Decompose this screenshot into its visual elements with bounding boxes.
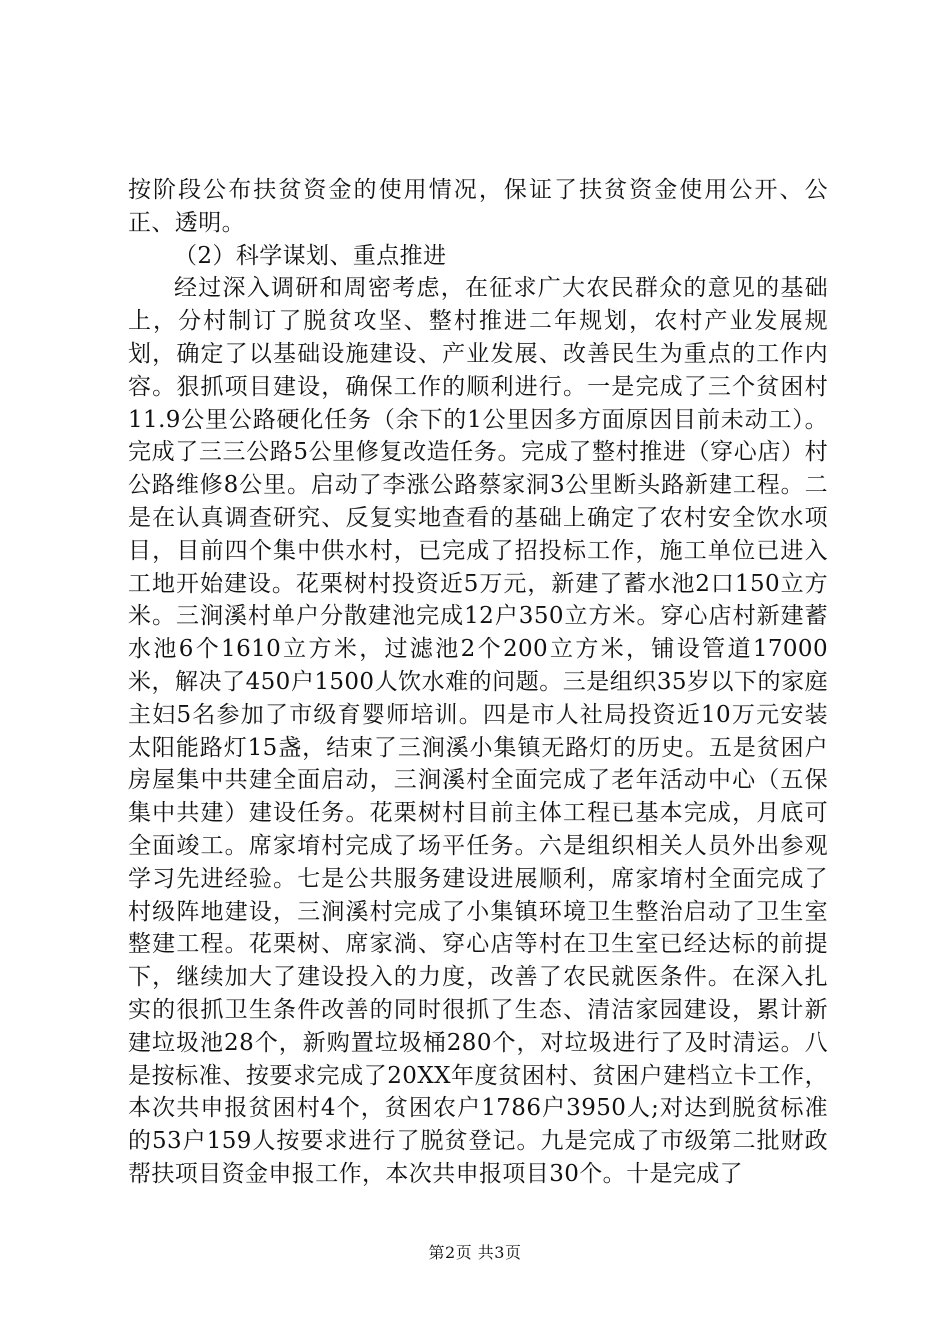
document-body	[128, 174, 828, 1191]
paragraph-main: 经过深入调研和周密考虑，在征求广大农民群众的意见的基础上，分村制订了脱贫攻坚、整村推进二年规划，农村产业发展规划，确定了以基础设施建设、产业发展、改善民生为重点的工作内容。狠抓项目建设，确保工作的顺利进行。一是完成了三个贫困村11.9公里公路硬化任务（余下的1公里因多方面原因目前未动工）。完成了三三公路5公里修复改造任务。完成了整村推进（穿心店）村公路维修8公里。启动了李涨公路蔡家洞3公里断头路新建工程。二是在认真调查研究、反复实地查看的基础上确定了农村安全饮水项目，目前四个集中供水村，已完成了招投标工作，施工单位已进入工地开始建设。花栗树村投资近5万元，新建了蓄水池2口150立方米。三涧溪村单户分散建池完成12户350立方米。穿心店村新建蓄水池6个1610立方米，过滤池2个200立方米，铺设管道17000米，解决了450户1500人饮水难的问题。三是组织35岁以下的家庭主妇5名参加了市级育婴师培训。四是市人社局投资近10万元安装太阳能路灯15盏，结束了三涧溪小集镇无路灯的历史。五是贫困户房屋集中共建全面启动，三涧溪村全面完成了老年活动中心（五保集中共建）建设任务。花栗树村目前主体工程已基本完成，月底可全面竣工。席家堉村完成了场平任务。六是组织相关人员外出参观学习先进经验。七是公共服务建设进展顺利，席家堉村全面完成了村级阵地建设，三涧溪村完成了小集镇环境卫生整治启动了卫生室整建工程。花栗树、席家淌、穿心店等村在卫生室已经达标的前提下，继续加大了建设投入的力度，改善了农民就医条件。在深入扎实的很抓卫生条件改善的同时很抓了生态、清洁家园建设，累计新建垃圾池28个，新购置垃圾桶280个，对垃圾进行了及时清运。八是按标准、按要求完成了20XX年度贫困村、贫困户建档立卡工作，本次共申报贫困村4个，贫困农户1786户3950人;对达到脱贫标准的53户159人按要求进行了脱贫登记。九是完成了市级第二批财政帮扶项目资金申报工作，本次共申报项目30个。十是完成了	[128, 275, 828, 1187]
section-heading: （2）科学谋划、重点推进	[174, 242, 447, 269]
page-footer: 第2页 共3页	[428, 1243, 522, 1262]
paragraph-continuation: 按阶段公布扶贫资金的使用情况，保证了扶贫资金使用公开、公正、透明。	[128, 177, 828, 236]
